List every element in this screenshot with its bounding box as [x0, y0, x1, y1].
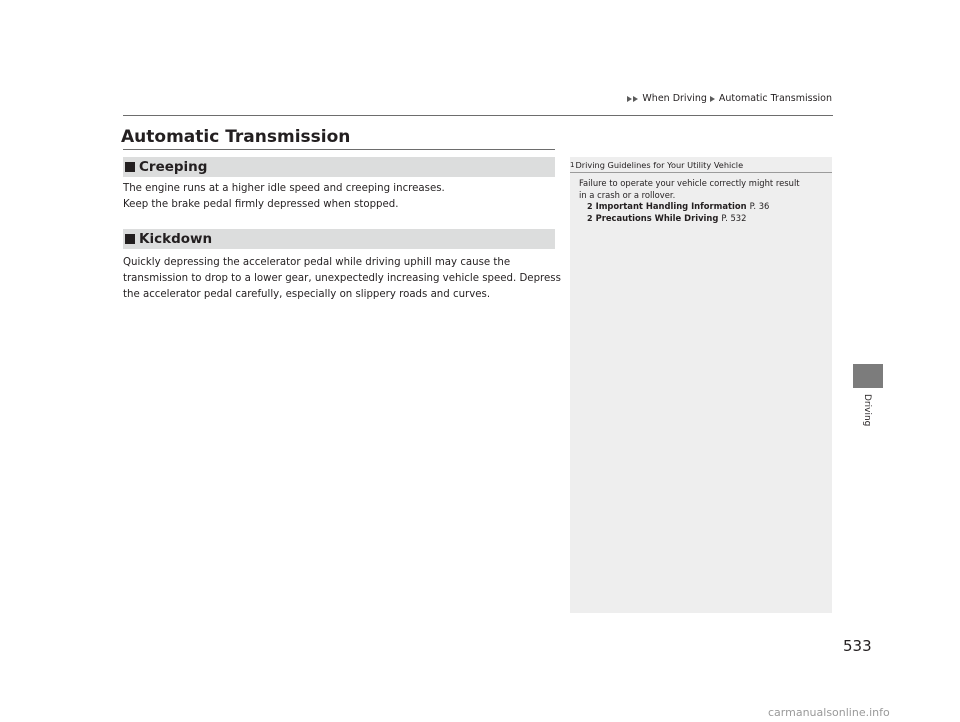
- reference-arrow-icon: 2: [587, 213, 593, 223]
- section-heading-text: Creeping: [139, 159, 208, 175]
- reference-label: Precautions While Driving: [595, 212, 719, 223]
- body-line: Quickly depressing the accelerator pedal while driving uphill may cause the: [123, 257, 511, 268]
- square-bullet-icon: [125, 234, 135, 244]
- reference-link-important-handling[interactable]: [579, 201, 800, 213]
- chapter-tab[interactable]: [853, 364, 883, 388]
- body-line: the accelerator pedal carefully, especially on slippery roads and curves.: [123, 289, 491, 300]
- watermark: carmanualsonline.info: [768, 706, 890, 719]
- reference-label: Important Handling Information: [595, 201, 747, 211]
- breadcrumb: [627, 93, 832, 104]
- sidebar-rule: [570, 172, 832, 173]
- breadcrumb-item-automatic-transmission[interactable]: Automatic Transmission: [718, 93, 832, 104]
- reference-page: P. 532: [721, 212, 747, 223]
- title-rule: [123, 149, 555, 150]
- reference-link-precautions-while-driving[interactable]: [579, 213, 800, 225]
- sidebar-note: [570, 157, 832, 613]
- section-heading-kickdown: [123, 229, 555, 249]
- body-line: transmission to drop to a lower gear, unexpectedly increasing vehicle speed. Depress: [123, 273, 561, 284]
- chapter-tab-label-text: Driving: [862, 394, 872, 427]
- sidebar-body: [579, 178, 800, 224]
- page-title: Automatic Transmission: [121, 127, 351, 147]
- chapter-tab-label: [861, 394, 875, 434]
- breadcrumb-item-when-driving[interactable]: When Driving: [642, 93, 707, 104]
- page-number: 533: [843, 637, 872, 655]
- reference-page: P. 36: [749, 201, 770, 211]
- body-line: The engine runs at a higher idle speed and creeping increases.: [123, 183, 445, 194]
- sidebar-line: in a crash or a rollover.: [579, 189, 676, 200]
- breadcrumb-arrow-icon: [710, 96, 715, 102]
- section-body-creeping: [123, 181, 555, 213]
- reference-arrow-icon: 2: [587, 202, 593, 211]
- breadcrumb-arrow-icon: [633, 96, 638, 102]
- sidebar-line: Failure to operate your vehicle correctly might result: [579, 178, 800, 188]
- sidebar-title-text: Driving Guidelines for Your Utility Vehicle: [575, 160, 744, 170]
- sidebar-title: [570, 160, 743, 170]
- section-heading-text: Kickdown: [139, 231, 213, 247]
- note-number: 1: [570, 161, 575, 169]
- square-bullet-icon: [125, 162, 135, 172]
- breadcrumb-arrow-icon: [627, 96, 632, 102]
- section-body-kickdown: [123, 255, 561, 303]
- header-rule: [123, 115, 833, 116]
- section-heading-creeping: [123, 157, 555, 177]
- body-line: Keep the brake pedal firmly depressed when stopped.: [123, 199, 399, 210]
